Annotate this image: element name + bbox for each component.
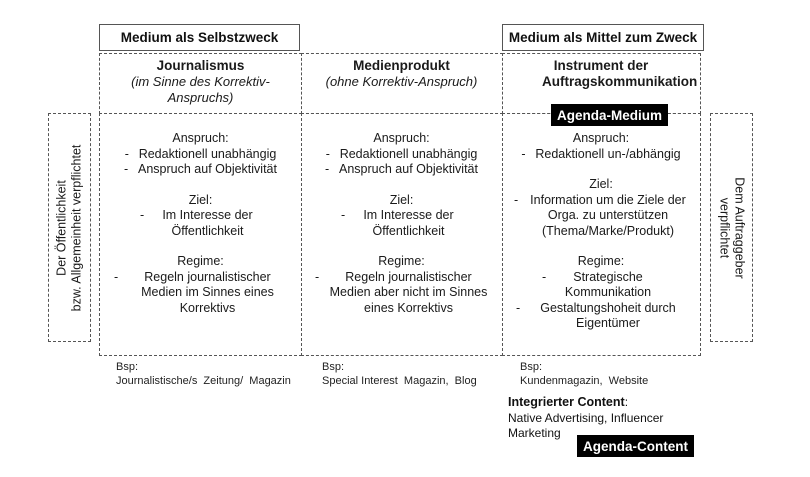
bullet-item: - Im Interesse der Öffentlichkeit (341, 208, 454, 238)
example-medienprodukt (322, 360, 477, 388)
section-title: Regime: (577, 254, 625, 268)
section-ziel (301, 193, 502, 240)
side-label-text: Dem Auftraggeber verpflichtet (717, 176, 747, 279)
column-subtitle: (im Sinne des Korrektiv-Anspruchs) (131, 74, 270, 105)
category-label: Medium als Selbstzweck (120, 30, 279, 45)
column-title: Journalismus (156, 58, 245, 73)
section-title: Ziel: (389, 192, 414, 207)
section-regime (100, 254, 301, 316)
bullet-item: - Redaktionell unabhängig (124, 146, 277, 161)
section-title: Ziel: (188, 192, 213, 207)
example-text: Kundenmagazin, Website (520, 375, 649, 387)
side-label-auftraggeber (710, 113, 753, 342)
example-label: Bsp: (322, 361, 345, 373)
example-instrument (520, 360, 648, 388)
category-medium-als-mittel-zum-zweck (502, 24, 704, 51)
bullet-item: - Information um die Ziele der Orga. zu unterstützen (Thema/Marke/Produkt) (514, 192, 686, 238)
category-medium-als-selbstzweck (99, 24, 300, 51)
column-title: Instrument der Auftragskommunikation (542, 58, 698, 89)
side-label-text: Der Öffentlichkeit bzw. Allgemeinheit verpflichtet (54, 144, 84, 311)
bullet-item: - Im Interesse der Öffentlichkeit (140, 208, 253, 238)
column-body-medienprodukt (301, 113, 503, 356)
section-ziel (100, 193, 301, 240)
category-label: Medium als Mittel zum Zweck (508, 30, 698, 45)
section-title: Regime: (177, 254, 224, 268)
section-title: Regime: (378, 254, 425, 268)
column-subtitle: (ohne Korrektiv-Anspruch) (325, 74, 478, 89)
column-header-medienprodukt (301, 53, 503, 114)
example-journalismus (116, 360, 291, 388)
bullet-item: - Anspruch auf Objektivität (325, 162, 478, 176)
bullet-item: - Gestaltungshoheit durch Eigentümer (516, 300, 676, 330)
section-title: Anspruch: (373, 131, 430, 145)
bullet-item: - Regeln journalistischer Medien im Sinnes eines Korrektivs (114, 269, 274, 315)
agenda-content-badge (577, 435, 694, 457)
section-anspruch (502, 131, 700, 162)
integrated-line2: Marketing (508, 426, 561, 440)
badge-label: Agenda-Medium (556, 107, 662, 123)
column-title: Medienprodukt (353, 58, 450, 73)
integrated-content: Integrierter Content: Native Advertising, Influencer Marketing (508, 395, 664, 440)
column-body-journalismus (99, 113, 302, 356)
section-title: Ziel: (589, 177, 613, 191)
section-regime (502, 254, 700, 332)
badge-label: Agenda-Content (583, 438, 688, 454)
section-title: Anspruch: (572, 131, 630, 145)
example-text: Special Interest Magazin, Blog (322, 375, 477, 387)
agenda-medium-badge (551, 104, 668, 126)
section-regime (301, 254, 502, 316)
section-anspruch (301, 131, 502, 178)
bullet-item: - Anspruch auf Objektivität (124, 162, 277, 176)
bullet-item: - Redaktionell un-/abhängig (521, 146, 681, 161)
section-title: Anspruch: (172, 131, 229, 145)
bullet-item: - Redaktionell unabhängig (325, 146, 478, 161)
example-label: Bsp: (520, 361, 543, 373)
column-body-instrument (502, 113, 701, 356)
example-label: Bsp: (116, 361, 139, 373)
side-label-oeffentlichkeit (48, 113, 91, 342)
column-header-journalismus (99, 53, 302, 114)
bullet-item: - Regeln journalistischer Medien aber nicht im Sinnes eines Korrektivs (315, 269, 488, 315)
integrated-line1: Native Advertising, Influencer (508, 410, 664, 425)
section-anspruch (100, 131, 301, 178)
example-text: Journalistische/s Zeitung/ Magazin (116, 375, 291, 387)
bullet-item: - Strategische Kommunikation (542, 269, 652, 299)
section-ziel (502, 177, 700, 239)
integrated-title: Integrierter Content (508, 395, 625, 409)
